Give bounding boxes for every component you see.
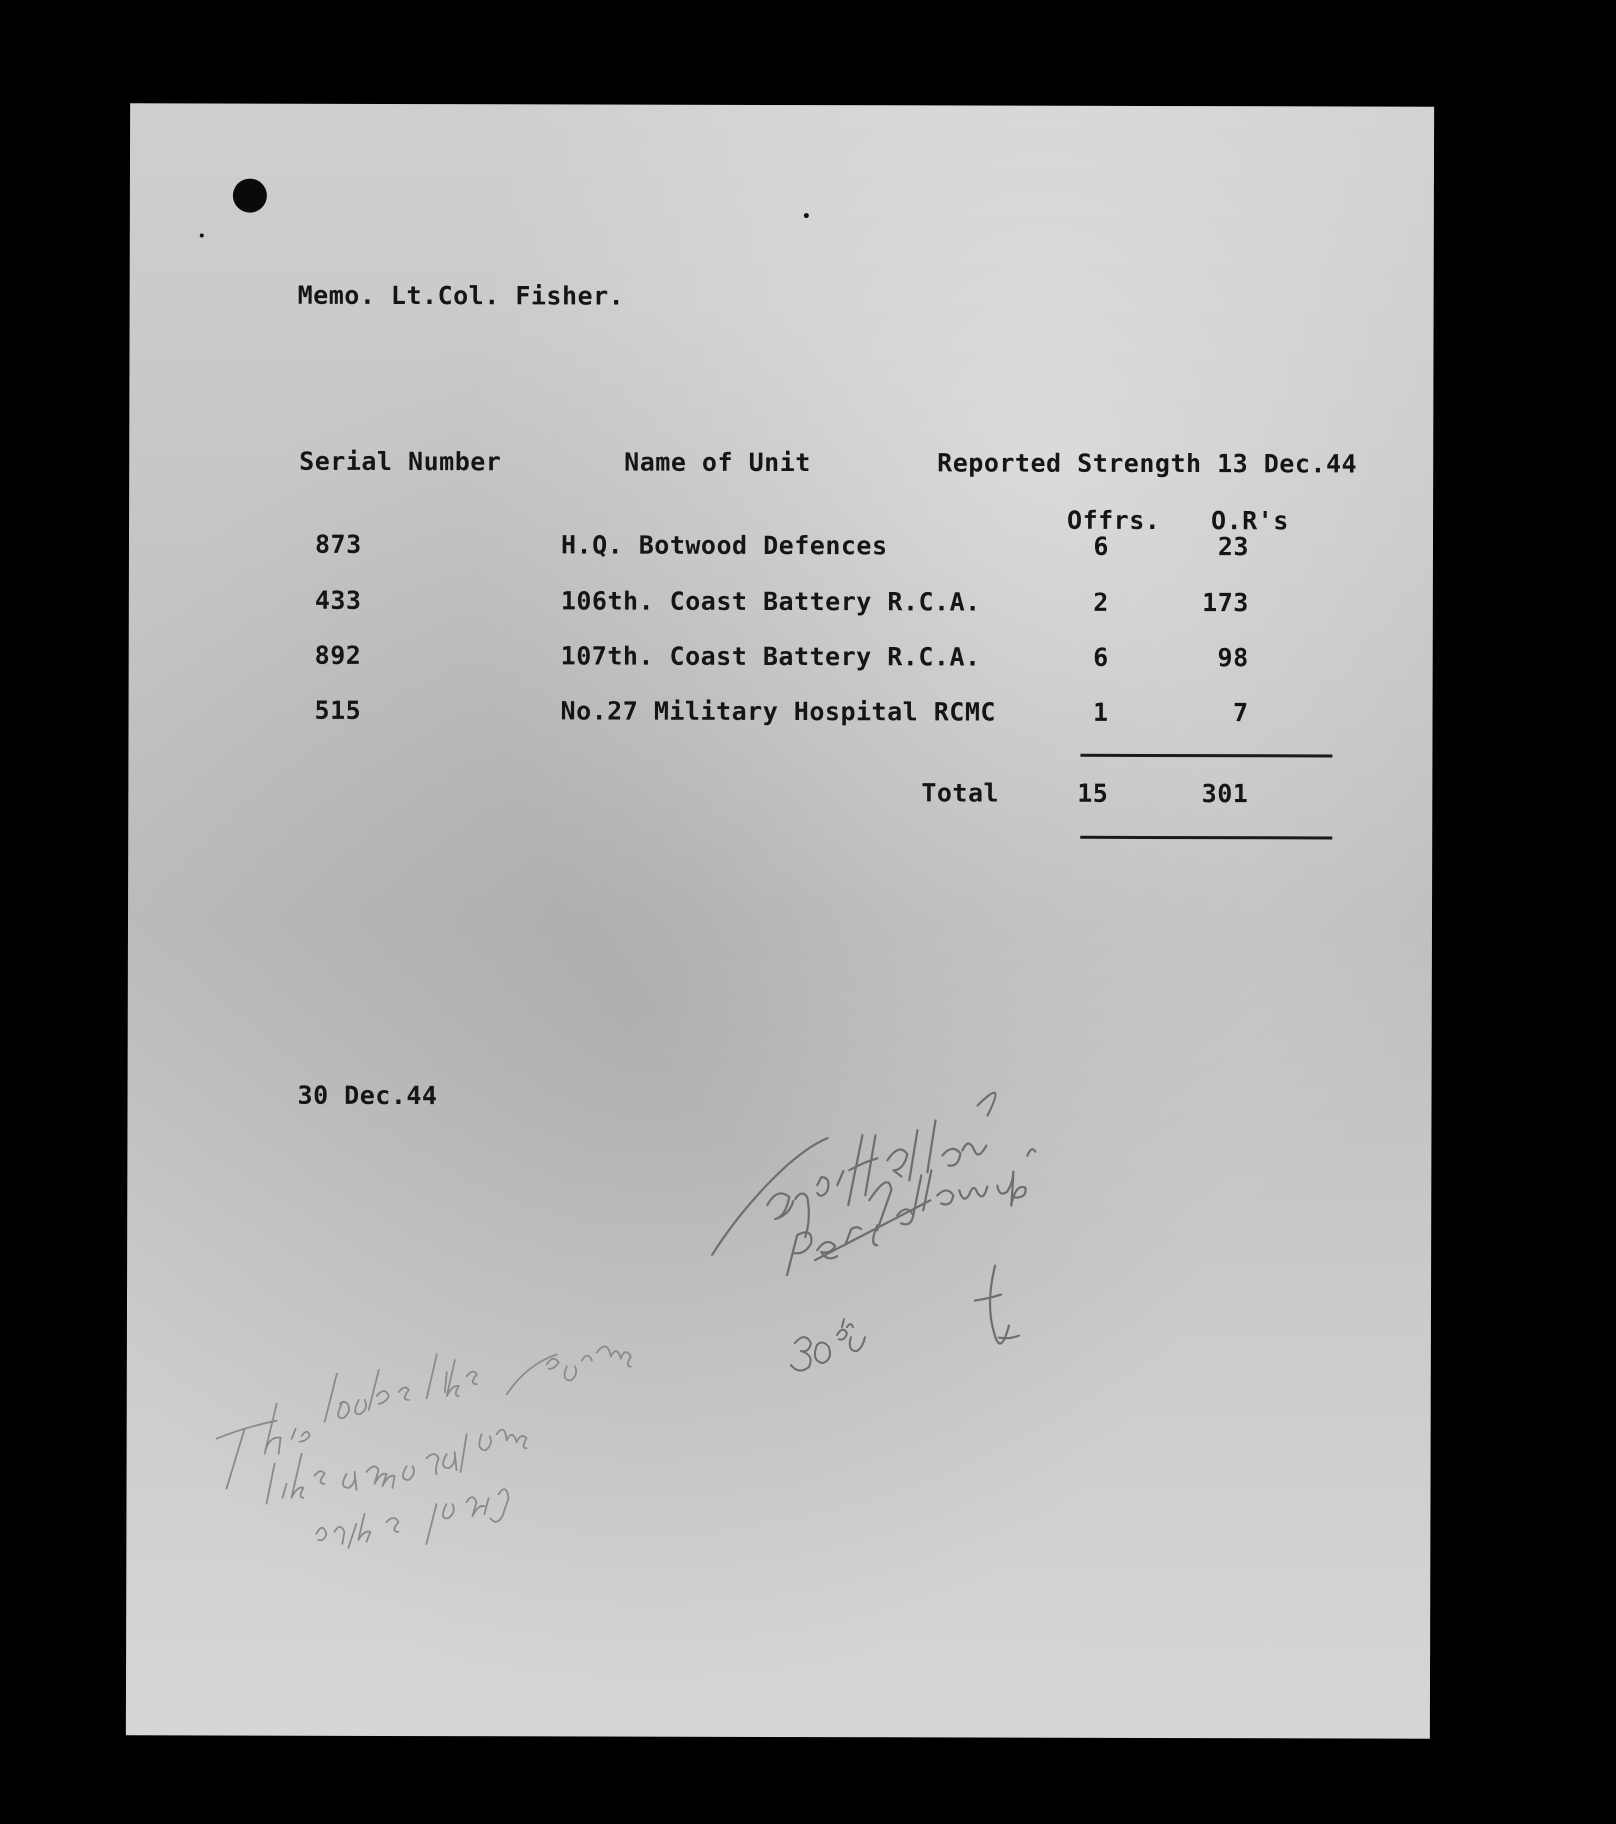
memo-date: 30 Dec.44	[297, 1080, 438, 1111]
cell-ors: 173	[1202, 588, 1249, 618]
handwritten-annotations	[126, 103, 1434, 1738]
handwriting-initial	[975, 1266, 1019, 1344]
cell-unit: No.27 Military Hospital RCMC	[560, 696, 997, 727]
subheader-offrs: Offrs.	[1067, 505, 1161, 535]
cell-offrs: 1	[1092, 697, 1109, 727]
total-offrs: 15	[1077, 778, 1109, 808]
memo-heading: Memo. Lt.Col. Fisher.	[297, 280, 625, 311]
document-sheet	[126, 103, 1434, 1738]
cell-offrs: 6	[1093, 531, 1110, 561]
cell-serial: 515	[314, 695, 362, 725]
cell-offrs: 2	[1093, 587, 1109, 617]
cell-serial: 892	[314, 640, 362, 670]
cell-unit: 107th. Coast Battery R.C.A.	[560, 641, 981, 672]
header-name-of-unit: Name of Unit	[624, 447, 811, 478]
cell-unit: H.Q. Botwood Defences	[560, 530, 888, 561]
handwriting-left-note	[216, 1345, 631, 1548]
subheader-ors: O.R's	[1211, 506, 1289, 536]
cell-ors: 98	[1217, 643, 1249, 673]
header-serial-number: Serial Number	[299, 446, 502, 477]
header-reported-strength: Reported Strength 13 Dec.44	[937, 448, 1358, 479]
cell-serial: 873	[314, 529, 362, 559]
cell-offrs: 6	[1093, 642, 1109, 672]
cell-serial: 433	[314, 585, 362, 615]
handwriting-date-note	[791, 1319, 865, 1371]
total-label: Total	[921, 778, 1000, 808]
cell-ors: 23	[1217, 532, 1250, 562]
cell-ors: 7	[1232, 698, 1249, 728]
handwriting-capt-holton	[712, 1092, 995, 1261]
cell-unit: 106th. Coast Battery R.C.A.	[560, 586, 981, 617]
total-ors: 301	[1201, 779, 1249, 809]
